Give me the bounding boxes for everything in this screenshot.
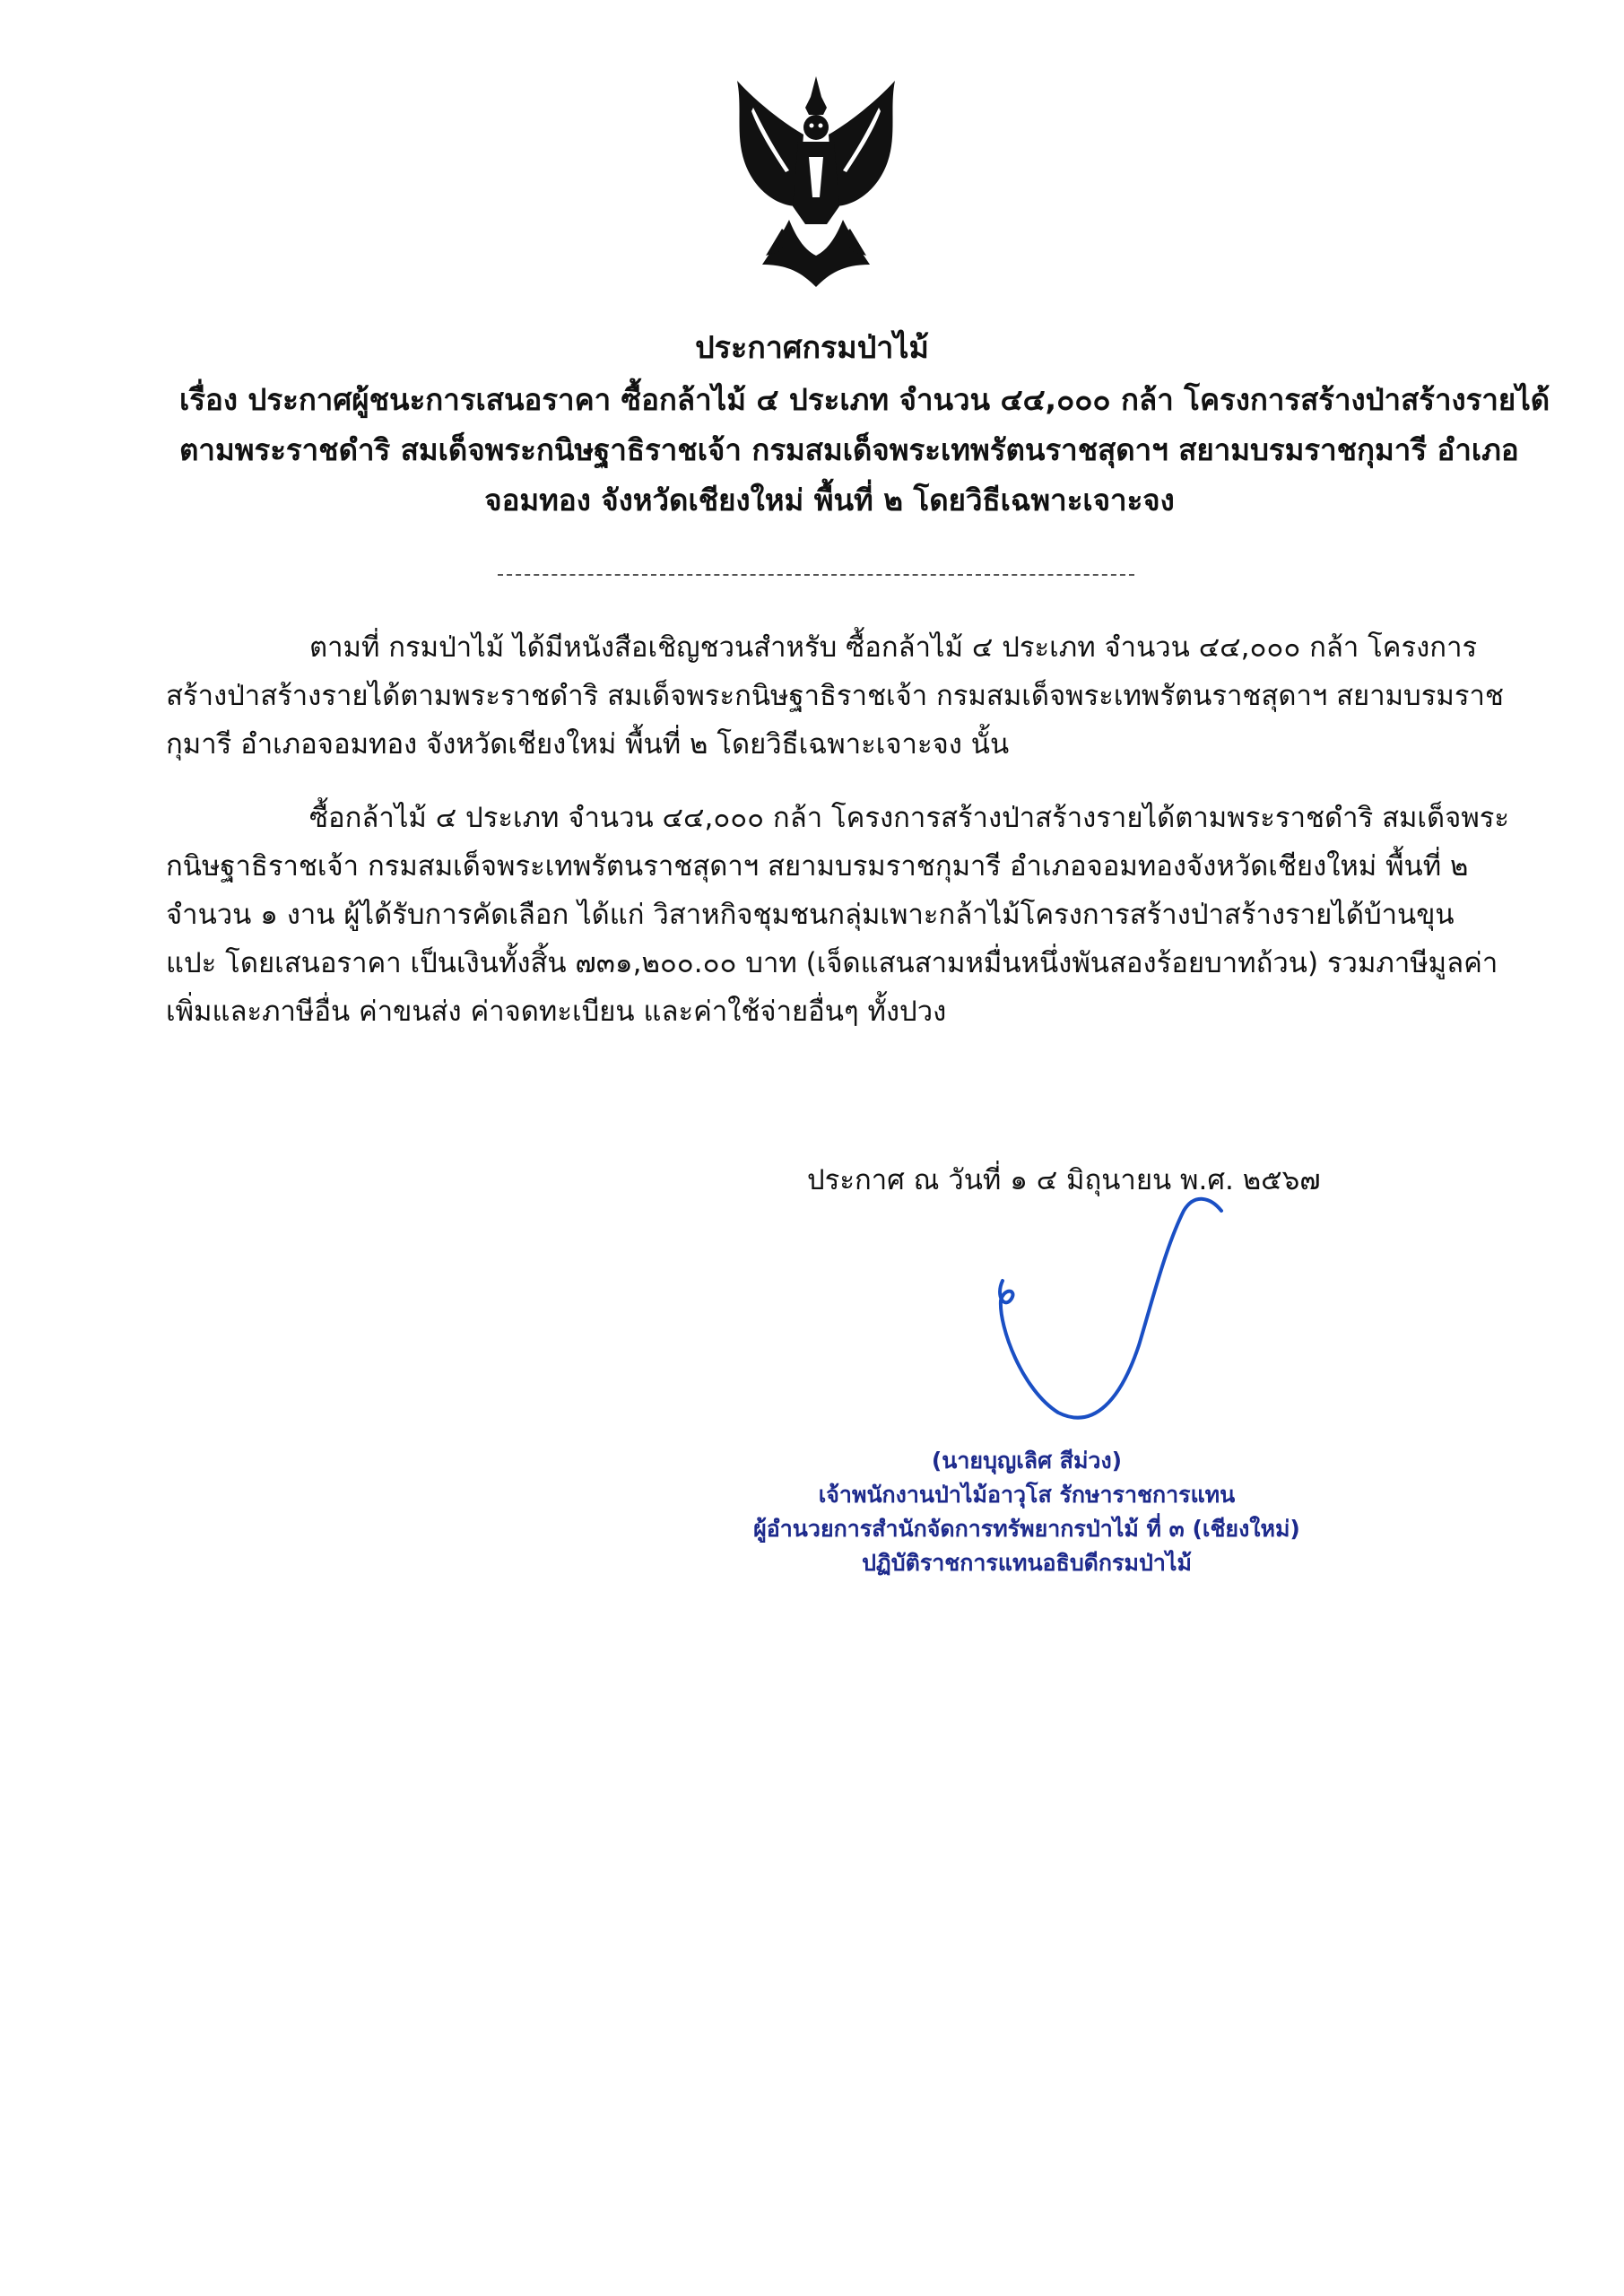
subject-line: จอมทอง จังหวัดเชียงใหม่ พื้นที่ ๒ โดยวิธีเฉพาะเจาะจง bbox=[484, 483, 1175, 517]
divider bbox=[498, 574, 1134, 576]
paragraph-intro bbox=[166, 623, 1504, 769]
document-title: ประกาศกรมป่าไม้ bbox=[695, 330, 929, 366]
subject-heading bbox=[179, 375, 1550, 526]
paragraph-line: กุมารี อำเภอจอมทอง จังหวัดเชียงใหม่ พื้นที่ ๒ โดยวิธีเฉพาะเจาะจง นั้น bbox=[166, 728, 1010, 761]
garuda-emblem-icon bbox=[726, 72, 906, 296]
paragraph-line: สร้างป่าสร้างรายได้ตามพระราชดำริ สมเด็จพระกนิษฐาธิราชเจ้า กรมสมเด็จพระเทพรัตนราชสุดาฯ สยามบรมราช bbox=[166, 680, 1504, 712]
signer-block bbox=[735, 1444, 1318, 1580]
handwritten-signature bbox=[986, 1175, 1273, 1444]
paragraph-line: แปะ โดยเสนอราคา เป็นเงินทั้งสิ้น ๗๓๑,๒๐๐.๐๐ บาท (เจ็ดแสนสามหมื่นหนึ่งพันสองร้อยบาทถ้วน) รวมภาษีมูลค่า bbox=[166, 947, 1498, 979]
paragraph-line: เพิ่มและภาษีอื่น ค่าขนส่ง ค่าจดทะเบียน และค่าใช้จ่ายอื่นๆ ทั้งปวง bbox=[166, 996, 947, 1028]
paragraph-line: ตามที่ กรมป่าไม้ ได้มีหนังสือเชิญชวนสำหรับ ซื้อกล้าไม้ ๔ ประเภท จำนวน ๔๔,๐๐๐ กล้า โครงการ bbox=[309, 631, 1478, 664]
signer-position: ผู้อำนวยการสำนักจัดการทรัพยากรป่าไม้ ที่ ๓ (เชียงใหม่) bbox=[753, 1516, 1300, 1542]
announcement-date: ประกาศ ณ วันที่ ๑ ๔ มิถุนายน พ.ศ. ๒๕๖๗ bbox=[807, 1164, 1321, 1196]
subject-line: เรื่อง ประกาศผู้ชนะการเสนอราคา ซื้อกล้าไม้ ๔ ประเภท จำนวน ๔๔,๐๐๐ กล้า โครงการสร้างป่าสร้างรายได้ bbox=[179, 382, 1550, 417]
signer-position: เจ้าพนักงานป่าไม้อาวุโส รักษาราชการแทน bbox=[818, 1482, 1236, 1508]
paragraph-line: ซื้อกล้าไม้ ๔ ประเภท จำนวน ๔๔,๐๐๐ กล้า โครงการสร้างป่าสร้างรายได้ตามพระราชดำริ สมเด็จพระ bbox=[309, 802, 1510, 834]
paragraph-line: จำนวน ๑ งาน ผู้ได้รับการคัดเลือก ได้แก่ วิสาหกิจชุมชนกลุ่มเพาะกล้าไม้โครงการสร้างป่าสร้างรายได้บ้านขุน bbox=[166, 899, 1455, 931]
signer-position: ปฏิบัติราชการแทนอธิบดีกรมป่าไม้ bbox=[862, 1550, 1192, 1576]
subject-line: ตามพระราชดำริ สมเด็จพระกนิษฐาธิราชเจ้า กรมสมเด็จพระเทพรัตนราชสุดาฯ สยามบรมราชกุมารี อำเภอ bbox=[179, 432, 1519, 467]
signer-name: (นายบุญเลิศ สีม่วง) bbox=[931, 1448, 1123, 1474]
paragraph-award bbox=[166, 794, 1510, 1036]
paragraph-line: กนิษฐาธิราชเจ้า กรมสมเด็จพระเทพรัตนราชสุดาฯ สยามบรมราชกุมารี อำเภอจอมทองจังหวัดเชียงใหม่ พื้นที่ ๒ bbox=[166, 850, 1469, 883]
